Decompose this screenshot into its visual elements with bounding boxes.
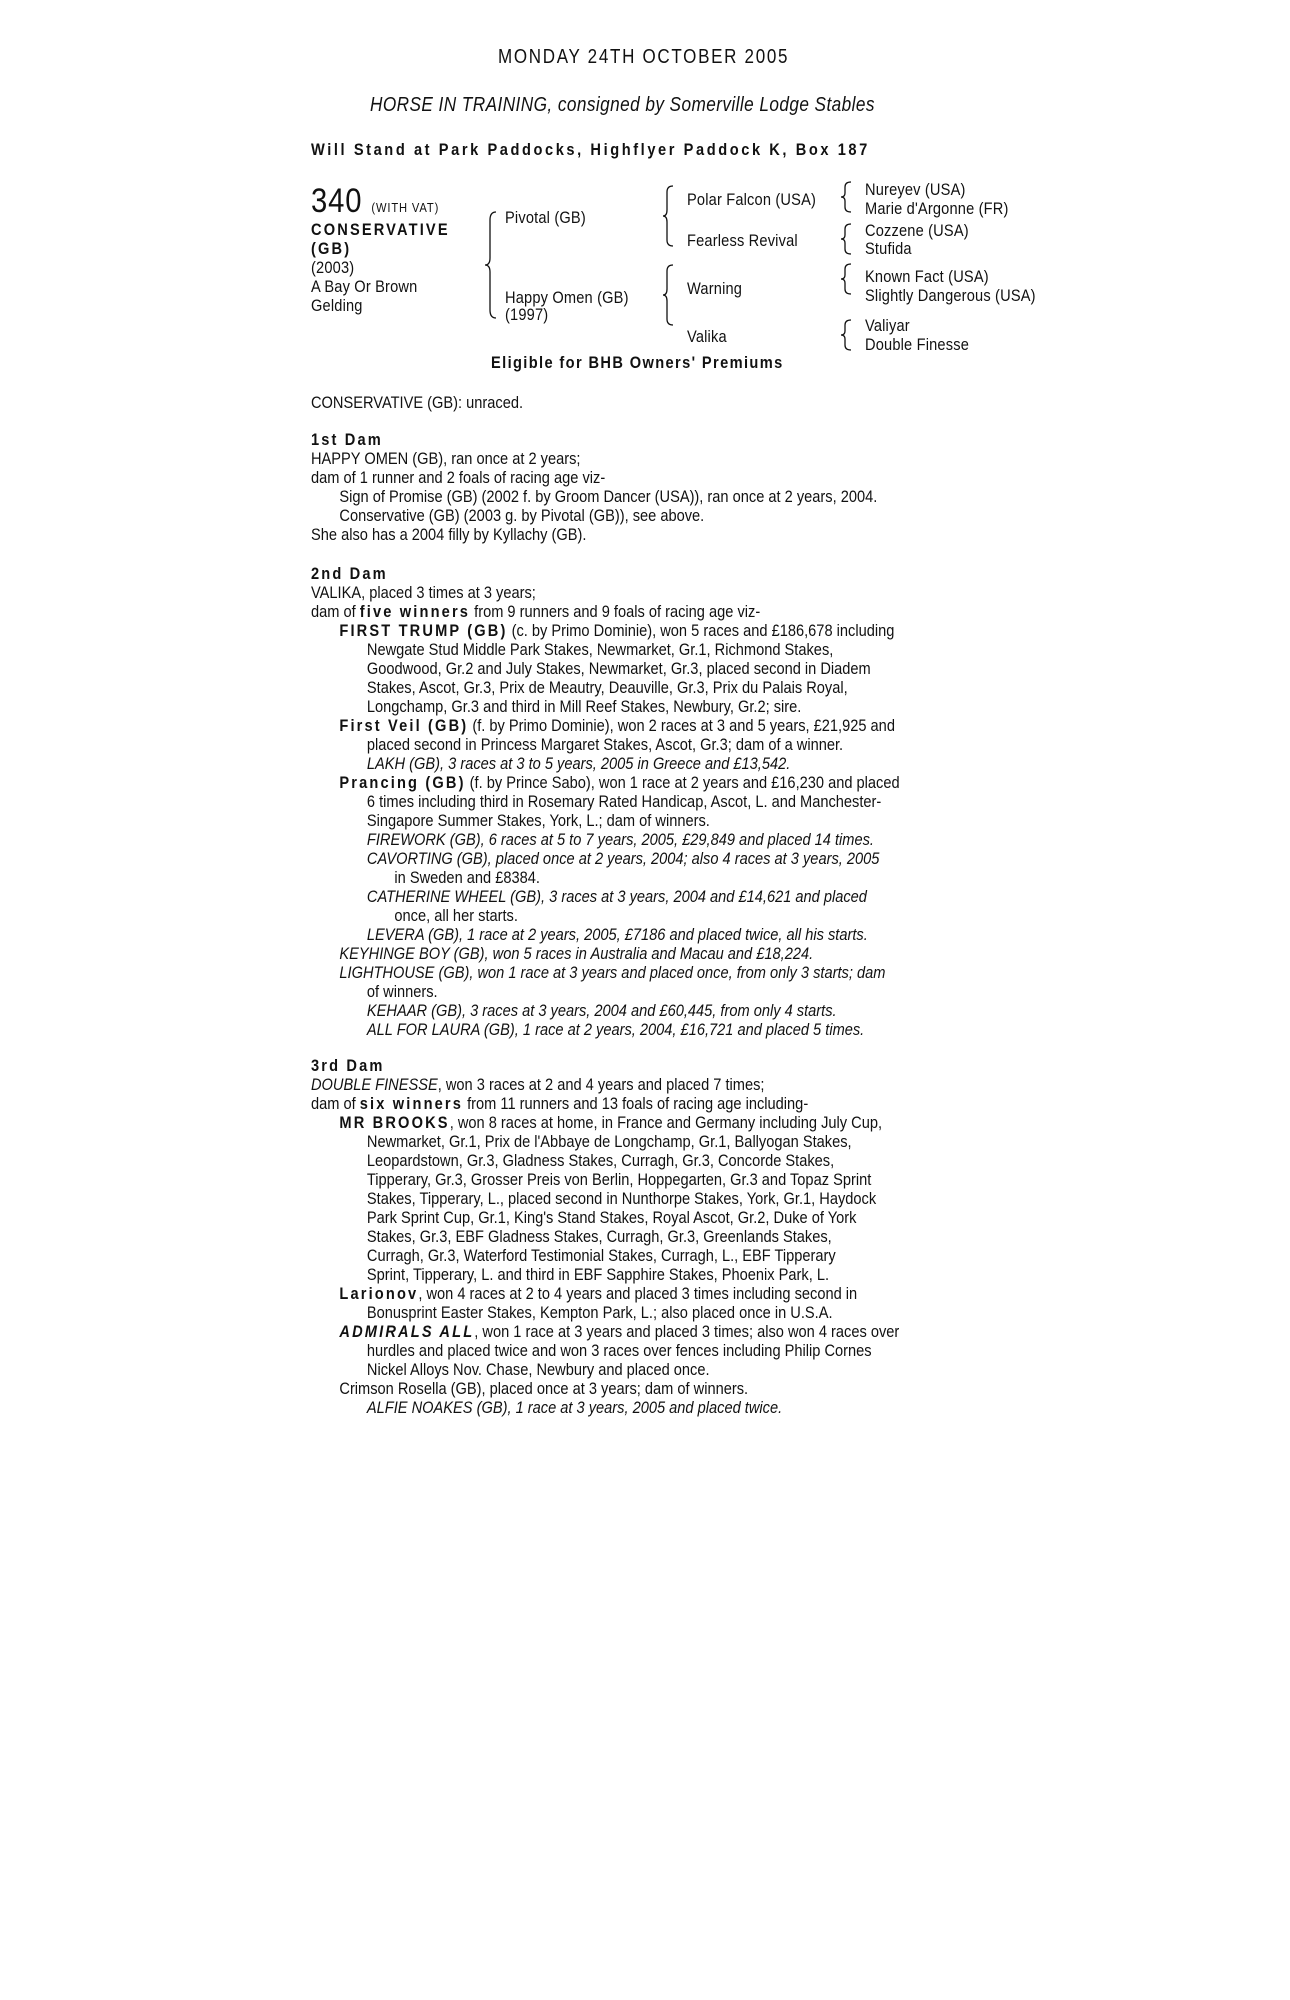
pedigree-dsd: Slightly Dangerous (USA)	[865, 286, 1036, 305]
pedigree-dam: Happy Omen (GB)	[505, 288, 629, 307]
first-veil-name: First Veil (GB)	[339, 716, 469, 735]
pedigree-sire-sire: Polar Falcon (USA)	[687, 190, 817, 209]
horse-sex: Gelding	[311, 296, 363, 315]
larionov-name: Larionov	[339, 1284, 419, 1303]
pedigree-sds: Cozzene (USA)	[865, 221, 969, 240]
sale-date: MONDAY 24TH OCTOBER 2005	[498, 46, 790, 68]
pedigree-sss: Nureyev (USA)	[865, 180, 966, 199]
pedigree-brace-dam	[662, 263, 676, 327]
pedigree-sdd: Stufida	[865, 239, 912, 258]
second-dam-title: 2nd Dam	[311, 564, 388, 583]
stand-location: Will Stand at Park Paddocks, Highflyer Paddock K, Box 187	[311, 140, 870, 159]
pedigree-ssd: Marie d'Argonne (FR)	[865, 199, 1009, 218]
third-dam-title: 3rd Dam	[311, 1056, 385, 1075]
pedigree-sire: Pivotal (GB)	[505, 208, 586, 227]
first-dam-section: 1st Dam HAPPY OMEN (GB), ran once at 2 years; dam of 1 runner and 2 foals of racing age viz- Sign of Promise (GB) (2002 f. by Groom Dancer (USA)), ran once at 2 years, 2004. Conservative (GB) (2003 g. by Pivotal (GB)), see above. She also has a 2004 filly by Kyllachy (GB).	[311, 430, 1031, 544]
pedigree-brace-ss	[840, 180, 854, 214]
second-dam-section: 2nd Dam VALIKA, placed 3 times at 3 years; dam of five winners from 9 runners and 9 foals of racing age viz- FIRST TRUMP (GB) (c. by Primo Dominie), won 5 races and £186,678 including Newgate Stud Middle Park Stakes, Newmarket, Gr.1, Richmond Stakes, Goodwood, Gr.2 and July Stakes, Newmarket, Gr.3, placed second in Diadem Stakes, Ascot, Gr.3, Prix de Meautry, Deauville, Gr.3, Prix du Palais Royal, Longchamp, Gr.3 and third in Mill Reef Stakes, Newbury, Gr.2; sire. First Veil (GB) (f. by Primo Dominie), won 2 races at 3 and 5 years, £21,925 and placed second in Princess Margaret Stakes, Ascot, Gr.3; dam of a winner. LAKH (GB), 3 races at 3 to 5 years, 2005 in Greece and £13,542. Prancing (GB) (f. by Prince Sabo), won 1 race at 2 years and £16,230 and placed 6 times including third in Rosemary Rated Handicap, Ascot, L. and Manchester- Singapore Summer Stakes, York, L.; dam of winners. FIREWORK (GB), 6 races at 5 to 7 years, 2005, £29,849 and placed 14 times. CAVORTING (GB), placed once at 2 years, 2004; also 4 races at 3 years, 2005 in Sweden and £8384. CATHERINE WHEEL (GB), 3 races at 3 years, 2004 and £14,621 and placed once, all her starts. LEVERA (GB), 1 race at 2 years, 2005, £7186 and placed twice, all his starts. KEYHINGE BOY (GB), won 5 races in Australia and Macau and £18,224. LIGHTHOUSE (GB), won 1 race at 3 years and placed once, from only 3 starts; dam of winners. KEHAAR (GB), 3 races at 3 years, 2004 and £60,445, from only 4 starts. ALL FOR LAURA (GB), 1 race at 2 years, 2004, £16,721 and placed 5 times.	[311, 564, 1031, 1039]
pedigree-dds: Valiyar	[865, 316, 910, 335]
pedigree-sire-dam: Fearless Revival	[687, 231, 798, 250]
pedigree-dss: Known Fact (USA)	[865, 267, 989, 286]
intro-line: CONSERVATIVE (GB): unraced.	[311, 393, 524, 412]
first-trump-name: FIRST TRUMP (GB)	[339, 621, 508, 640]
pedigree-brace-ds	[840, 262, 854, 296]
horse-name: CONSERVATIVE	[311, 220, 450, 239]
pedigree-dam-year: (1997)	[505, 305, 549, 324]
pedigree-brace-dd	[840, 318, 854, 352]
lot-number: 340 (WITH VAT)	[311, 182, 440, 220]
pedigree-dam-sire: Warning	[687, 279, 743, 298]
pedigree-brace-sd	[840, 222, 854, 256]
horse-year: (2003)	[311, 258, 355, 277]
mr-brooks-name: MR BROOKS	[339, 1113, 450, 1132]
horse-country: (GB)	[311, 239, 352, 258]
eligibility-note: Eligible for BHB Owners' Premiums	[491, 353, 784, 372]
horse-description: A Bay Or Brown	[311, 277, 418, 296]
pedigree-ddd: Double Finesse	[865, 335, 969, 354]
pedigree-dam-dam: Valika	[687, 327, 727, 346]
vat-note: (WITH VAT)	[371, 200, 440, 215]
pedigree-brace-sire-dam	[484, 210, 500, 320]
prancing-name: Prancing (GB)	[339, 773, 466, 792]
pedigree-brace-sire	[662, 184, 676, 248]
first-dam-title: 1st Dam	[311, 430, 383, 449]
consignment-subtitle: HORSE IN TRAINING, consigned by Somerville Lodge Stables	[370, 94, 875, 116]
third-dam-section: 3rd Dam DOUBLE FINESSE, won 3 races at 2 and 4 years and placed 7 times; dam of six winners from 11 runners and 13 foals of racing age including- MR BROOKS, won 8 races at home, in France and Germany including July Cup, Newmarket, Gr.1, Prix de l'Abbaye de Longchamp, Gr.1, Ballyogan Stakes, Leopardstown, Gr.3, Gladness Stakes, Curragh, Gr.3, Concorde Stakes, Tipperary, Gr.3, Grosser Preis von Berlin, Hoppegarten, Gr.3 and Topaz Sprint Stakes, Tipperary, L., placed second in Nunthorpe Stakes, York, Gr.1, Haydock Park Sprint Cup, Gr.1, King's Stand Stakes, Royal Ascot, Gr.2, Duke of York Stakes, Gr.3, EBF Gladness Stakes, Curragh, Gr.3, Greenlands Stakes, Curragh, Gr.3, Waterford Testimonial Stakes, Curragh, L., EBF Tipperary Sprint, Tipperary, L. and third in EBF Sapphire Stakes, Phoenix Park, L. Larionov, won 4 races at 2 to 4 years and placed 3 times including second in Bonusprint Easter Stakes, Kempton Park, L.; also placed once in U.S.A. ADMIRALS ALL, won 1 race at 3 years and placed 3 times; also won 4 races over hurdles and placed twice and won 3 races over fences including Philip Cornes Nickel Alloys Nov. Chase, Newbury and placed once. Crimson Rosella (GB), placed once at 3 years; dam of winners. ALFIE NOAKES (GB), 1 race at 3 years, 2005 and placed twice.	[311, 1056, 1031, 1417]
admirals-all-name: ADMIRALS ALL	[339, 1322, 475, 1341]
